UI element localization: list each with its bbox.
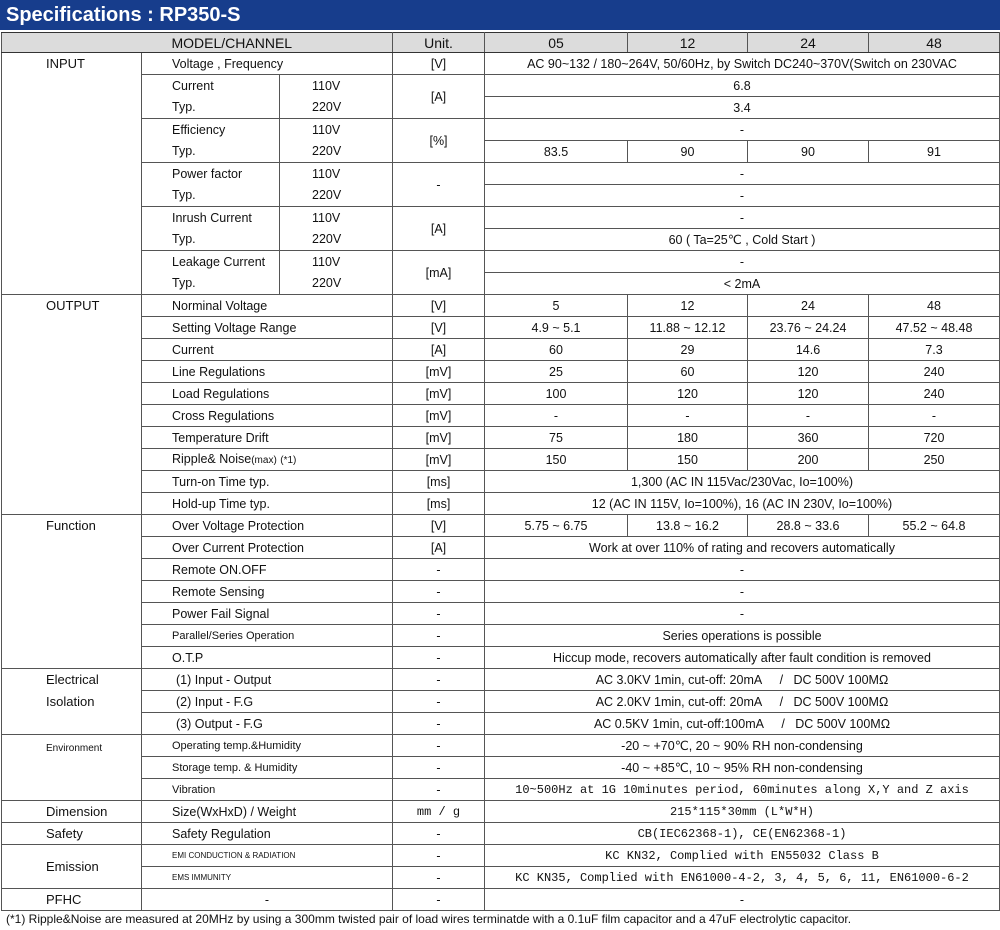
row-label: Temperature Drift — [142, 427, 393, 449]
table-row — [2, 141, 1000, 163]
iso-slash: / — [781, 716, 785, 731]
section-safety: Safety — [2, 823, 142, 845]
table-header-row — [2, 33, 1000, 53]
row-value: 250 — [869, 449, 1000, 471]
row-label: Load Regulations — [142, 383, 393, 405]
row-value: 720 — [869, 427, 1000, 449]
row-value: -20 ~ +70℃, 20 ~ 90% RH non-condensing — [485, 735, 1000, 757]
row-value: 120 — [748, 383, 869, 405]
row-value: -40 ~ +85℃, 10 ~ 95% RH non-condensing — [485, 757, 1000, 779]
header-channel: 12 — [628, 33, 748, 53]
spec-table — [1, 32, 1000, 911]
section-isolation-line1: Electrical — [46, 672, 99, 687]
row-label: Typ. — [142, 229, 280, 251]
row-value: 100 — [485, 383, 628, 405]
table-row — [2, 471, 1000, 493]
table-row — [2, 53, 1000, 75]
row-unit: [V] — [393, 317, 485, 339]
row-label: Over Voltage Protection — [142, 515, 393, 537]
iso-dc: DC 500V 100MΩ — [793, 694, 889, 709]
table-row — [2, 757, 1000, 779]
row-unit: [mV] — [393, 361, 485, 383]
row-value: 23.76 ~ 24.24 — [748, 317, 869, 339]
row-label: EMS IMMUNITY — [142, 867, 393, 889]
row-label: Typ. — [142, 97, 280, 119]
ripple-note: (*1) — [280, 454, 297, 466]
section-isolation-line2: Isolation — [46, 694, 95, 709]
row-value: 120 — [628, 383, 748, 405]
row-unit: [ms] — [393, 471, 485, 493]
table-row — [2, 207, 1000, 229]
row-unit: [mV] — [393, 427, 485, 449]
row-label: Operating temp.&Humidity — [142, 735, 393, 757]
row-unit: [A] — [393, 537, 485, 559]
row-value: 240 — [869, 383, 1000, 405]
row-value: 150 — [628, 449, 748, 471]
table-row — [2, 317, 1000, 339]
table-row — [2, 361, 1000, 383]
row-label: Storage temp. & Humidity — [142, 757, 393, 779]
row-value: Work at over 110% of rating and recovers automatically — [485, 537, 1000, 559]
row-label: Safety Regulation — [142, 823, 393, 845]
row-label: Vibration — [142, 779, 393, 801]
row-value: - — [485, 119, 1000, 141]
section-function: Function — [2, 515, 142, 669]
row-value: CB(IEC62368-1), CE(EN62368-1) — [485, 823, 1000, 845]
row-value: 240 — [869, 361, 1000, 383]
table-row — [2, 229, 1000, 251]
row-sublabel: 220V — [280, 185, 393, 207]
row-value: 90 — [748, 141, 869, 163]
header-channel: 05 — [485, 33, 628, 53]
row-value: 7.3 — [869, 339, 1000, 361]
table-row — [2, 537, 1000, 559]
table-row — [2, 889, 1000, 911]
row-label: Power Fail Signal — [142, 603, 393, 625]
table-row — [2, 75, 1000, 97]
row-value: - — [485, 405, 628, 427]
iso-ac: AC 3.0KV 1min, cut-off: 20mA — [595, 672, 763, 687]
section-pfhc: PFHC — [2, 889, 142, 911]
section-dimension: Dimension — [2, 801, 142, 823]
row-label: Turn-on Time typ. — [142, 471, 393, 493]
section-isolation — [2, 669, 142, 735]
row-value: - — [485, 603, 1000, 625]
row-unit: [A] — [393, 75, 485, 119]
row-unit: - — [393, 559, 485, 581]
row-label: Remote Sensing — [142, 581, 393, 603]
row-value: Hiccup mode, recovers automatically after fault condition is removed — [485, 647, 1000, 669]
row-label: (1) Input - Output — [142, 669, 393, 691]
row-value: 3.4 — [485, 97, 1000, 119]
row-unit: [ms] — [393, 493, 485, 515]
table-row — [2, 449, 1000, 471]
row-unit: [V] — [393, 53, 485, 75]
row-unit: - — [393, 691, 485, 713]
table-row — [2, 801, 1000, 823]
page-title: Specifications : RP350-S — [0, 0, 1000, 30]
row-label: Size(WxHxD) / Weight — [142, 801, 393, 823]
row-label: Power factor — [142, 163, 280, 185]
header-unit: Unit. — [393, 33, 485, 53]
iso-dc: DC 500V 100MΩ — [793, 672, 889, 687]
header-channel: 48 — [869, 33, 1000, 53]
table-row — [2, 735, 1000, 757]
row-unit: - — [393, 845, 485, 867]
table-row — [2, 273, 1000, 295]
row-unit: - — [393, 625, 485, 647]
row-value — [485, 713, 1000, 735]
row-value: 4.9 ~ 5.1 — [485, 317, 628, 339]
row-unit: - — [393, 735, 485, 757]
row-value: 28.8 ~ 33.6 — [748, 515, 869, 537]
row-unit: - — [393, 867, 485, 889]
row-label: Hold-up Time typ. — [142, 493, 393, 515]
row-unit: [%] — [393, 119, 485, 163]
row-label: Over Current Protection — [142, 537, 393, 559]
row-unit: [mV] — [393, 383, 485, 405]
table-row — [2, 97, 1000, 119]
row-value: - — [869, 405, 1000, 427]
row-value: - — [748, 405, 869, 427]
row-label: Inrush Current — [142, 207, 280, 229]
row-label: Line Regulations — [142, 361, 393, 383]
table-row — [2, 515, 1000, 537]
row-value: 47.52 ~ 48.48 — [869, 317, 1000, 339]
row-value: 215*115*30mm (L*W*H) — [485, 801, 1000, 823]
row-value: 48 — [869, 295, 1000, 317]
row-value: 60 ( Ta=25℃ , Cold Start ) — [485, 229, 1000, 251]
table-row — [2, 647, 1000, 669]
row-value: 5 — [485, 295, 628, 317]
ripple-max: (max) — [251, 454, 277, 466]
row-label: Efficiency — [142, 119, 280, 141]
row-value: 120 — [748, 361, 869, 383]
row-label: Typ. — [142, 141, 280, 163]
row-unit: [mA] — [393, 251, 485, 295]
row-label: Norminal Voltage — [142, 295, 393, 317]
section-environment: Environment — [2, 735, 142, 801]
row-sublabel: 110V — [280, 75, 393, 97]
table-row — [2, 493, 1000, 515]
row-value: - — [628, 405, 748, 427]
table-row — [2, 295, 1000, 317]
row-value: - — [485, 581, 1000, 603]
iso-dc: DC 500V 100MΩ — [795, 716, 891, 731]
row-sublabel: 220V — [280, 141, 393, 163]
row-unit: [mV] — [393, 405, 485, 427]
table-row — [2, 603, 1000, 625]
row-value: 180 — [628, 427, 748, 449]
row-unit: - — [393, 779, 485, 801]
table-row — [2, 845, 1000, 867]
row-value: KC KN32, Complied with EN55032 Class B — [485, 845, 1000, 867]
row-unit: - — [393, 757, 485, 779]
table-row — [2, 119, 1000, 141]
row-value: 75 — [485, 427, 628, 449]
row-value: 5.75 ~ 6.75 — [485, 515, 628, 537]
row-label: Remote ON.OFF — [142, 559, 393, 581]
row-label: (3) Output - F.G — [142, 713, 393, 735]
row-label: Voltage , Frequency — [142, 53, 393, 75]
row-value: - — [485, 163, 1000, 185]
row-value: - — [485, 207, 1000, 229]
section-input: INPUT — [2, 53, 142, 295]
row-value: 360 — [748, 427, 869, 449]
row-unit: - — [393, 669, 485, 691]
row-value: 14.6 — [748, 339, 869, 361]
row-label: Cross Regulations — [142, 405, 393, 427]
row-unit: [mV] — [393, 449, 485, 471]
row-sublabel: 220V — [280, 229, 393, 251]
section-emission: Emission — [2, 845, 142, 889]
row-sublabel: 220V — [280, 97, 393, 119]
row-value: 60 — [485, 339, 628, 361]
row-value: - — [485, 889, 1000, 911]
row-label: Parallel/Series Operation — [142, 625, 393, 647]
row-value: - — [485, 185, 1000, 207]
header-model-channel: MODEL/CHANNEL — [142, 33, 393, 53]
row-unit: [V] — [393, 295, 485, 317]
row-value: 1,300 (AC IN 115Vac/230Vac, Io=100%) — [485, 471, 1000, 493]
row-unit: [V] — [393, 515, 485, 537]
iso-ac: AC 2.0KV 1min, cut-off: 20mA — [595, 694, 763, 709]
iso-ac: AC 0.5KV 1min, cut-off:100mA — [593, 716, 764, 731]
table-row — [2, 713, 1000, 735]
table-row — [2, 185, 1000, 207]
row-value — [485, 669, 1000, 691]
section-output: OUTPUT — [2, 295, 142, 515]
row-sublabel: 220V — [280, 273, 393, 295]
table-row — [2, 163, 1000, 185]
row-label: EMI CONDUCTION & RADIATION — [142, 845, 393, 867]
row-unit: [A] — [393, 207, 485, 251]
row-value: Series operations is possible — [485, 625, 1000, 647]
ripple-label: Ripple& Noise — [172, 451, 252, 466]
row-value: 11.88 ~ 12.12 — [628, 317, 748, 339]
row-value: 13.8 ~ 16.2 — [628, 515, 748, 537]
row-value: 25 — [485, 361, 628, 383]
row-value: 200 — [748, 449, 869, 471]
row-unit: - — [393, 889, 485, 911]
row-value: 90 — [628, 141, 748, 163]
row-value — [485, 691, 1000, 713]
row-value: 29 — [628, 339, 748, 361]
row-label: Current — [142, 75, 280, 97]
row-value: 60 — [628, 361, 748, 383]
row-value: < 2mA — [485, 273, 1000, 295]
table-row — [2, 339, 1000, 361]
table-row — [2, 559, 1000, 581]
table-row — [2, 427, 1000, 449]
row-unit: mm / g — [393, 801, 485, 823]
row-value: KC KN35, Complied with EN61000-4-2, 3, 4, 5, 6, 11, EN61000-6-2 — [485, 867, 1000, 889]
table-row — [2, 867, 1000, 889]
row-label: Setting Voltage Range — [142, 317, 393, 339]
row-value: 150 — [485, 449, 628, 471]
row-label: Typ. — [142, 185, 280, 207]
row-unit: - — [393, 581, 485, 603]
row-sublabel: 110V — [280, 251, 393, 273]
table-row — [2, 251, 1000, 273]
row-unit: - — [393, 163, 485, 207]
row-label — [142, 449, 393, 471]
row-value: 6.8 — [485, 75, 1000, 97]
iso-slash: / — [779, 694, 784, 709]
row-sublabel: 110V — [280, 119, 393, 141]
row-value: - — [485, 251, 1000, 273]
table-row — [2, 383, 1000, 405]
footnote: (*1) Ripple&Noise are measured at 20MHz by using a 300mm twisted pair of load wires terminatde with a 0.1uF film capacitor and a 47uF electrolytic capacitor. — [6, 912, 852, 926]
row-unit: - — [393, 603, 485, 625]
row-unit: - — [393, 647, 485, 669]
row-unit: - — [393, 713, 485, 735]
row-value: 83.5 — [485, 141, 628, 163]
row-value: 12 — [628, 295, 748, 317]
row-value: 55.2 ~ 64.8 — [869, 515, 1000, 537]
row-value: - — [485, 559, 1000, 581]
table-row — [2, 581, 1000, 603]
row-label: O.T.P — [142, 647, 393, 669]
row-value: 91 — [869, 141, 1000, 163]
row-label: Current — [142, 339, 393, 361]
row-value: AC 90~132 / 180~264V, 50/60Hz, by Switch DC240~370V(Switch on 230VAC — [485, 53, 1000, 75]
table-row — [2, 691, 1000, 713]
table-row — [2, 669, 1000, 691]
table-row — [2, 625, 1000, 647]
row-sublabel: 110V — [280, 207, 393, 229]
row-value: 24 — [748, 295, 869, 317]
row-label: Typ. — [142, 273, 280, 295]
row-value: 10~500Hz at 1G 10minutes period, 60minutes along X,Y and Z axis — [485, 779, 1000, 801]
iso-slash: / — [779, 672, 784, 687]
row-label: - — [142, 889, 393, 911]
row-label: (2) Input - F.G — [142, 691, 393, 713]
table-row — [2, 779, 1000, 801]
row-value: 12 (AC IN 115V, Io=100%), 16 (AC IN 230V, Io=100%) — [485, 493, 1000, 515]
table-row — [2, 405, 1000, 427]
row-sublabel: 110V — [280, 163, 393, 185]
row-unit: - — [393, 823, 485, 845]
header-channel: 24 — [748, 33, 869, 53]
table-row — [2, 823, 1000, 845]
row-unit: [A] — [393, 339, 485, 361]
row-label: Leakage Current — [142, 251, 280, 273]
